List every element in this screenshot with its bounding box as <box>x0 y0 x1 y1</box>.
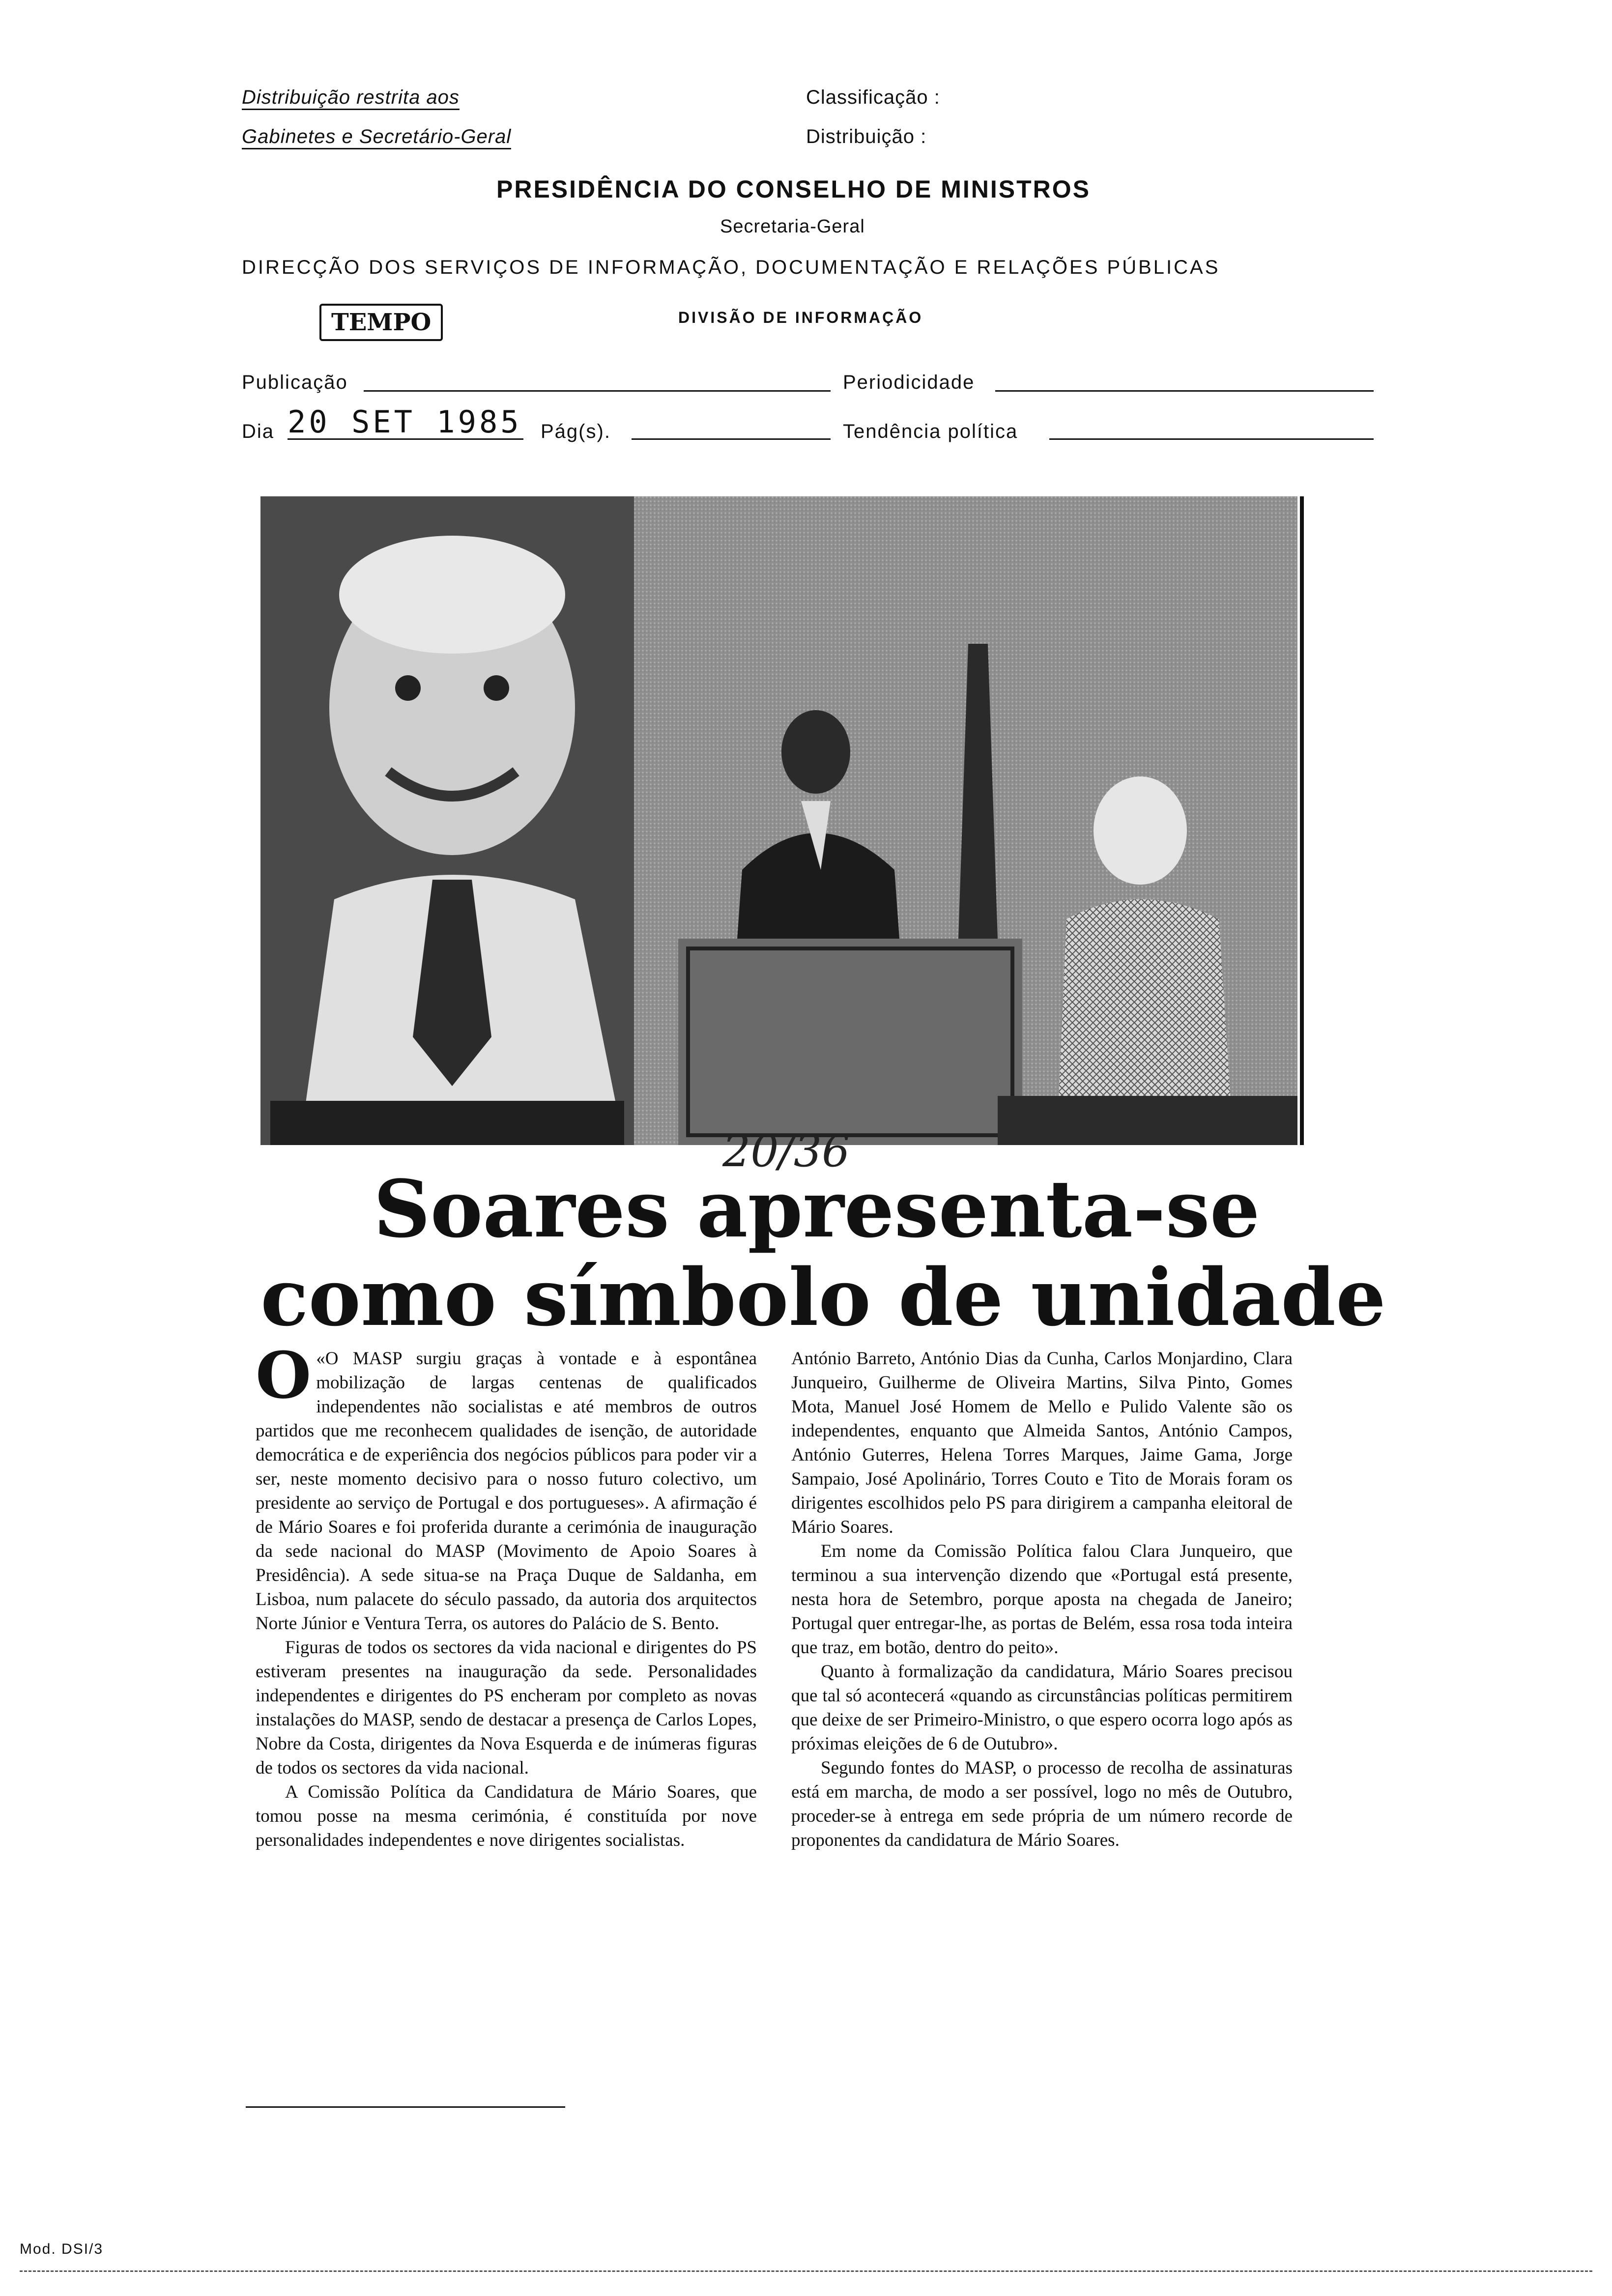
publication-line <box>364 390 831 392</box>
article-photo <box>260 496 1297 1145</box>
classification-label: Classificação : <box>806 86 940 108</box>
direction-line: DIRECÇÃO DOS SERVIÇOS DE INFORMAÇÃO, DOCUMENTAÇÃO E RELAÇÕES PÚBLICAS <box>242 257 1220 278</box>
tendency-label: Tendência política <box>843 421 1018 442</box>
headline-line1: Soares apresenta-se <box>374 1163 1260 1255</box>
pages-label: Pág(s). <box>541 421 611 442</box>
article-column-2 <box>791 1347 1293 1852</box>
column-2-paragraph-2: Em nome da Comissão Política falou Clara Junqueiro, que terminou a sua intervenção dizendo que «Portugal está presente, nesta hora de Setembro, porque aposta na chegada de Janeiro; Portugal quer entregar-lhe, as portas de Belém, essa rosa toda inteira que traz, em botão, dentro do peito». <box>791 1541 1293 1658</box>
drop-cap: O <box>256 1338 312 1413</box>
secretaria-subtitle: Secretaria-Geral <box>720 216 865 237</box>
column-1-paragraph-1 <box>256 1338 757 1636</box>
date-stamp: 20 SET 1985 <box>288 404 522 440</box>
day-label: Dia <box>242 421 275 442</box>
column-2-paragraph-3: Quanto à formalização da candidatura, Mário Soares precisou que tal só acontecerá «quando as circunstâncias políticas permitirem que deixe de ser Primeiro-Ministro, o que espero ocorra logo após as próximas eleições de 6 de Outubro». <box>791 1662 1293 1754</box>
publication-label: Publicação <box>242 372 348 393</box>
division-label: DIVISÃO DE INFORMAÇÃO <box>678 309 923 326</box>
handwritten-note: 20/36 <box>722 1125 850 1177</box>
periodicity-line <box>995 390 1374 392</box>
presidency-title: PRESIDÊNCIA DO CONSELHO DE MINISTROS <box>496 175 1091 203</box>
distribution-label: Distribuição : <box>806 126 927 147</box>
photo-illustration <box>260 496 1297 1145</box>
column-2-paragraph-4: Segundo fontes do MASP, o processo de recolha de assinaturas está em marcha, de modo a ser possível, logo no mês de Outubro, proceder-se à entrega em sede própria de um número recorde de proponentes da candidatura de Mário Soares. <box>791 1758 1293 1850</box>
day-line <box>288 438 523 440</box>
distribution-note-line2: Gabinetes e Secretário-Geral <box>242 126 511 149</box>
distribution-note-line1: Distribuição restrita aos <box>242 86 460 110</box>
bottom-scan-edge <box>20 2270 1592 2272</box>
headline-line2: como símbolo de unidade <box>260 1251 1386 1344</box>
column-1-paragraph-3: A Comissão Política da Candidatura de Mário Soares, que tomou posse na mesma cerimónia, é constituída por nove personalidades independentes e nove dirigentes socialistas. <box>256 1782 757 1850</box>
article-column-1 <box>256 1338 757 1852</box>
column-end-rule <box>246 2106 565 2108</box>
column-2-paragraph-1: António Barreto, António Dias da Cunha, Carlos Monjardino, Clara Junqueiro, Guilherme de Oliveira Martins, Silva Pinto, Gomes Mota, Manuel José Homem de Mello e Pulido Valente são os independentes, enquanto que Almeida Santos, António Campos, António Guterres, Helena Torres Marques, Jaime Gama, Jorge Sampaio, José Apolinário, Torres Couto e Tito de Morais foram os dirigentes escolhidos pelo PS para dirigirem a campanha eleitoral de Mário Soares. <box>791 1349 1293 1537</box>
column-1-paragraph-2: Figuras de todos os sectores da vida nacional e dirigentes do PS estiveram presentes na inauguração da sede. Personalidades independentes e dirigentes do PS encheram por completo as novas instalações do MASP, sendo de destacar a presença de Carlos Lopes, Nobre da Costa, dirigentes da Nova Esquerda e de inúmeras figuras de todos os sectores da vida nacional. <box>256 1637 757 1778</box>
photo-edge-bar <box>1300 496 1304 1145</box>
periodicity-label: Periodicidade <box>843 372 975 393</box>
form-code: Mod. DSI/3 <box>20 2241 104 2257</box>
publication-stamp: TEMPO <box>319 304 443 341</box>
tendency-line <box>1049 438 1374 440</box>
pages-line <box>632 438 831 440</box>
column-1-paragraph-1-text: «O MASP surgiu graças à vontade e à espontânea mobilização de largas centenas de qualificados independentes não socialistas e até membros de outros partidos que me reconhecem qualidades de isenção, de autoridade democrática e de experiência dos negócios públicos para poder vir a ser, neste momento decisivo para o nosso futuro colectivo, um presidente ao serviço de Portugal e dos portugueses». A afirmação é de Mário Soares e foi proferida durante a cerimónia de inauguração da sede nacional do MASP (Movimento de Apoio Soares à Presidência). A sede situa-se na Praça Duque de Saldanha, em Lisboa, num palacete do século passado, da autoria dos arquitectos Norte Júnior e Ventura Terra, os autores do Palácio de S. Bento. <box>256 1349 757 1634</box>
